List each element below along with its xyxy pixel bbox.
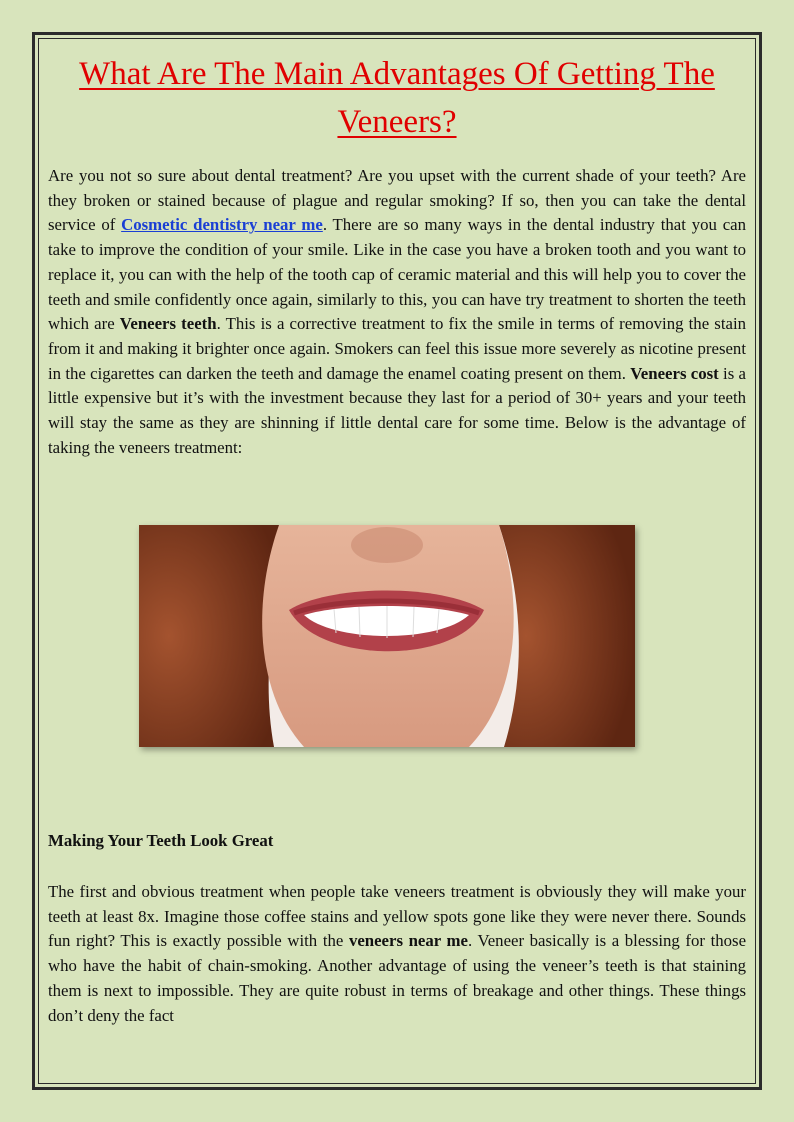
veneers-near-me-bold: veneers near me [348, 931, 468, 951]
intro-text-1: Are you not so sure about dental treatment? Are you upset with the current shade of your teeth? Are they broken or stained because of plague and regular smoking? If so, then you can take the dental service of [48, 166, 746, 235]
section-heading: Making Your Teeth Look Great [48, 831, 274, 850]
page-title: What Are The Main Advantages Of Getting The Veneers? [79, 56, 715, 140]
intro-paragraph [48, 164, 746, 460]
intro-text-2: . There are so many ways in the dental industry that you can take to improve the condition of your smile. Like in the case you have a broken tooth and you want to replace it, you can with the help of the tooth cap of ceramic material and this will help you to cover the teeth and smile confidently once again, similarly to this, you can have try treatment to shorten the teeth which are [48, 215, 746, 334]
section-paragraph [48, 880, 746, 1028]
cosmetic-dentistry-link[interactable]: Cosmetic dentistry near me [121, 215, 323, 235]
section-text-1: The first and obvious treatment when people take veneers treatment is obviously they will make your teeth at least 8x. Imagine those coffee stains and yellow spots gone like they were never there. Sounds fun right? This is exactly possible with the [48, 882, 746, 951]
intro-text-4: is a little expensive but it’s with the investment because they last for a period of 30+ years and your teeth will stay the same as they are shinning if little dental care for some time. Below is the advantage of taking the veneers treatment: [48, 363, 746, 457]
veneers-cost-bold: Veneers cost [630, 363, 719, 383]
section-text-2: . Veneer basically is a blessing for those who have the habit of chain-smoking. Another advantage of using the veneer’s teeth is that staining them is next to impossible. They are quite robust in terms of breakage and other things. These things don’t deny the fact [48, 931, 747, 1025]
veneers-teeth-bold: Veneers teeth [119, 314, 217, 334]
smile-photo [139, 525, 635, 747]
intro-text-3: . This is a corrective treatment to fix the smile in terms of removing the stain from it and making it brighter once again. Smokers can feel this issue more severely as nicotine present in the cigarettes can darken the teeth and damage the enamel coating present on them. [48, 314, 746, 383]
